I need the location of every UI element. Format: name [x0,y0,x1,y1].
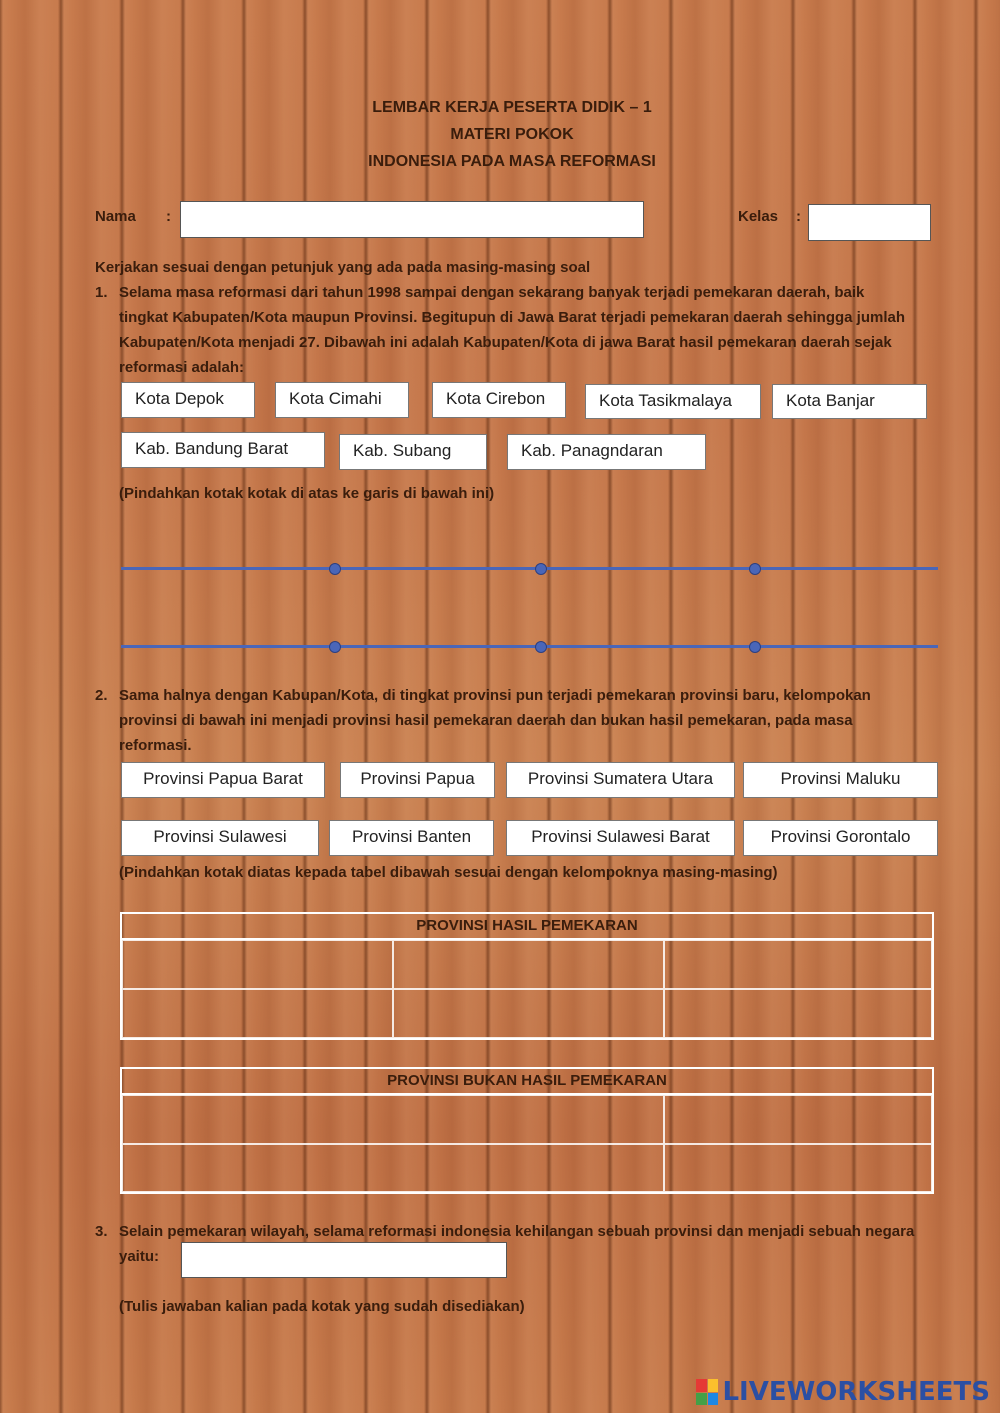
q3-text-line-2: yaitu: [119,1248,160,1265]
q1-text-line-4: reformasi adalah: [119,359,245,376]
q3-answer-input[interactable] [181,1242,507,1278]
chip-provinsi-papua[interactable]: Provinsi Papua [340,762,495,798]
worksheet-title [0,94,1000,175]
liveworksheets-logo[interactable] [696,1377,990,1407]
kelas-label: Kelas [738,208,779,225]
table-bukan-hasil-pemekaran-title: PROVINSI BUKAN HASIL PEMEKARAN [122,1069,932,1095]
q1-hint: (Pindahkan kotak kotak di atas ke garis di bawah ini) [119,485,495,502]
q2-text-line-1: Sama halnya dengan Kabupan/Kota, di tingkat provinsi pun terjadi pemekaran provinsi baru, kelompokan [119,687,871,704]
q2-hint: (Pindahkan kotak diatas kepada tabel dibawah sesuai dengan kelompoknya masing-masing) [119,864,778,881]
q1-text-line-1: Selama masa reformasi dari tahun 1998 sampai dengan sekarang banyak terjadi pemekaran daerah, baik [119,284,865,301]
table-bukan-cell[interactable] [664,1144,932,1192]
table-bukan-cell[interactable] [664,1095,932,1144]
chip-provinsi-maluku[interactable]: Provinsi Maluku [743,762,938,798]
nama-colon: : [166,208,171,225]
table-hasil-cell[interactable] [664,940,932,989]
title-line-1: LEMBAR KERJA PESERTA DIDIK – 1 [372,99,652,116]
chip-provinsi-sulawesi[interactable]: Provinsi Sulawesi [121,820,319,856]
chip-kota-cirebon[interactable]: Kota Cirebon [432,382,566,418]
table-bukan-hasil-pemekaran [120,1067,934,1194]
table-hasil-pemekaran-title: PROVINSI HASIL PEMEKARAN [122,914,932,940]
chip-provinsi-gorontalo[interactable]: Provinsi Gorontalo [743,820,938,856]
chip-provinsi-papua-barat[interactable]: Provinsi Papua Barat [121,762,325,798]
chip-kota-depok[interactable]: Kota Depok [121,382,255,418]
q3-text-line-1: Selain pemekaran wilayah, selama reformasi indonesia kehilangan sebuah provinsi dan menjadi sebuah negara [119,1223,915,1240]
q2-text-line-2: provinsi di bawah ini menjadi provinsi hasil pemekaran daerah dan bukan hasil pemekaran, pada masa [119,712,853,729]
nama-input[interactable] [180,201,644,238]
table-hasil-cell[interactable] [393,940,664,989]
q2-number: 2. [95,687,108,704]
q1-number: 1. [95,284,108,301]
chip-provinsi-banten[interactable]: Provinsi Banten [329,820,494,856]
table-bukan-cell[interactable] [122,1095,664,1144]
nama-label: Nama [95,208,136,225]
instructions: Kerjakan sesuai dengan petunjuk yang ada pada masing-masing soal [95,259,591,276]
drop-line-2-node-3 [749,641,761,653]
chip-kota-cimahi[interactable]: Kota Cimahi [275,382,409,418]
drop-line-2-node-1 [329,641,341,653]
table-hasil-pemekaran [120,912,934,1040]
table-bukan-cell[interactable] [122,1144,664,1192]
chip-provinsi-sumatera-utara[interactable]: Provinsi Sumatera Utara [506,762,735,798]
q2-text-line-3: reformasi. [119,737,192,754]
chip-kab-subang[interactable]: Kab. Subang [339,434,487,470]
q3-number: 3. [95,1223,108,1240]
table-hasil-cell[interactable] [664,989,932,1038]
drop-line-2[interactable] [121,645,938,648]
table-hasil-cell[interactable] [122,940,393,989]
table-hasil-cell[interactable] [393,989,664,1038]
drop-line-1-node-3 [749,563,761,575]
chip-kota-banjar[interactable]: Kota Banjar [772,384,927,419]
chip-kota-tasikmalaya[interactable]: Kota Tasikmalaya [585,384,761,419]
kelas-colon: : [796,208,801,225]
chip-kab-bandung-barat[interactable]: Kab. Bandung Barat [121,432,325,468]
liveworksheets-logo-text: LIVEWORKSHEETS [722,1377,990,1407]
drop-line-1-node-1 [329,563,341,575]
q1-text-line-3: Kabupaten/Kota menjadi 27. Dibawah ini adalah Kabupaten/Kota di jawa Barat hasil pemekaran daerah sejak [119,334,892,351]
kelas-input[interactable] [808,204,931,241]
liveworksheets-badge-icon [696,1379,718,1405]
drop-line-1-node-2 [535,563,547,575]
q3-hint: (Tulis jawaban kalian pada kotak yang sudah disediakan) [119,1298,525,1315]
q1-text-line-2: tingkat Kabupaten/Kota maupun Provinsi. Begitupun di Jawa Barat terjadi pemekaran daerah sehingga jumlah [119,309,905,326]
drop-line-1[interactable] [121,567,938,570]
title-line-2: MATERI POKOK [450,126,574,143]
drop-line-2-node-2 [535,641,547,653]
chip-kab-panagndaran[interactable]: Kab. Panagndaran [507,434,706,470]
table-hasil-cell[interactable] [122,989,393,1038]
chip-provinsi-sulawesi-barat[interactable]: Provinsi Sulawesi Barat [506,820,735,856]
title-line-3: INDONESIA PADA MASA REFORMASI [368,153,656,170]
